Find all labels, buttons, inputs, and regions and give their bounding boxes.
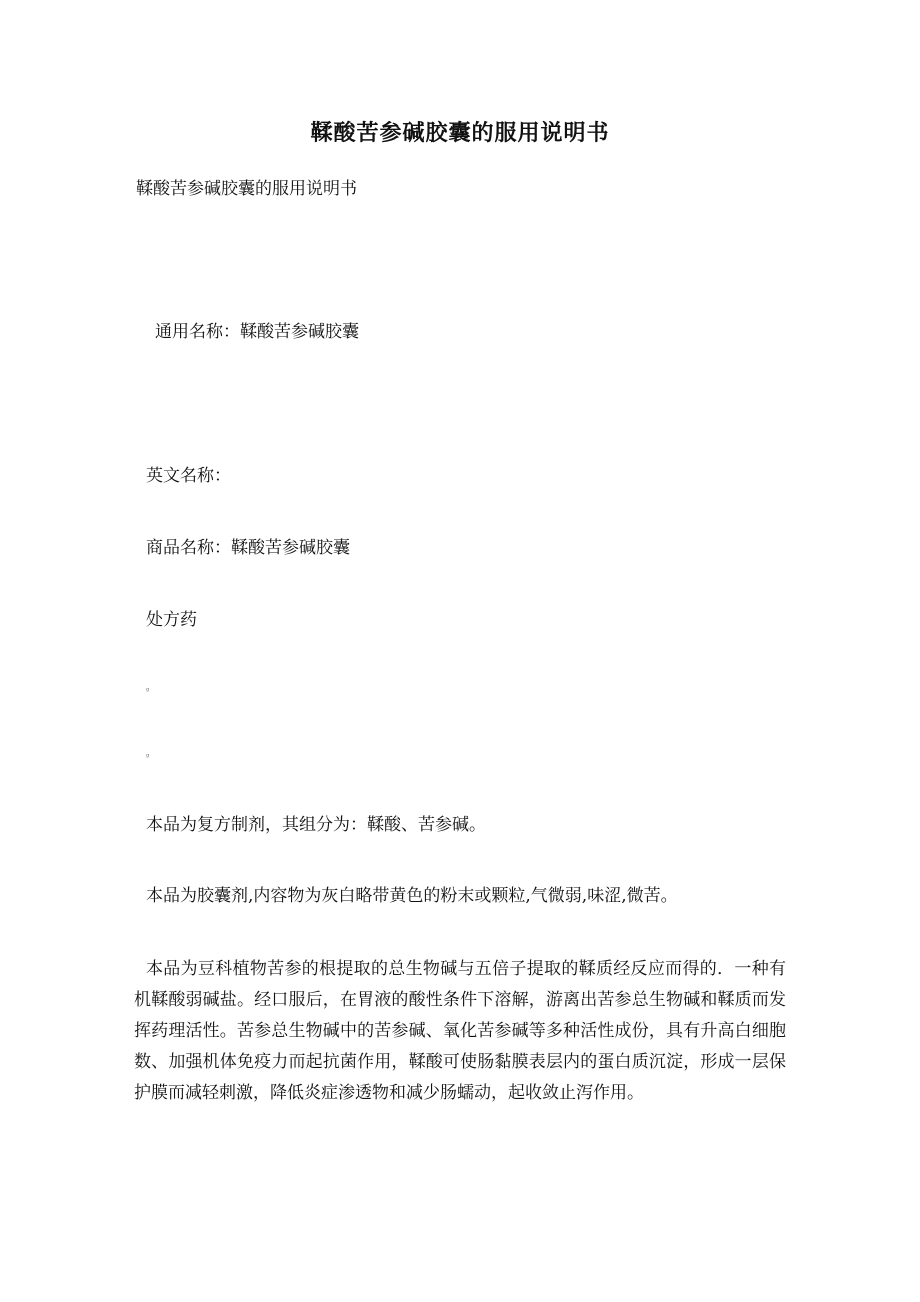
trade-name: 商品名称：鞣酸苦参碱胶囊 [146,538,350,558]
small-mark: ᵍ [146,686,150,695]
english-name: 英文名称： [146,466,231,486]
small-mark: ᵍ [146,752,150,761]
generic-name: 通用名称：鞣酸苦参碱胶囊 [155,322,359,342]
pharmacology-text: 本品为豆科植物苦参的根提取的总生物碱与五倍子提取的鞣质经反应而得的．一种有机鞣酸弱碱盐。经口服后，在胃液的酸性条件下溶解，游离出苦参总生物碱和鞣质而发挥药理活性。苦参总生物碱中的苦参碱、氧化苦参碱等多种活性成份，具有升高白细胞数、加强机体免疫力而起抗菌作用，鞣酸可使肠黏膜表层内的蛋白质沉淀，形成一层保护膜而减轻刺激，降低炎症渗透物和减少肠蠕动，起收敛止泻作用。 [134,959,786,1103]
prescription-label: 处方药 [146,610,197,630]
character-text: 本品为胶囊剂,内容物为灰白略带黄色的粉末或颗粒,气微弱,味涩,微苦。 [146,886,678,906]
composition-text: 本品为复方制剂，其组分为：鞣酸、苦参碱。 [146,815,486,835]
document-title: 鞣酸苦参碱胶囊的服用说明书 [310,120,610,146]
document-subtitle: 鞣酸苦参碱胶囊的服用说明书 [136,179,357,199]
pharmacology-paragraph [134,954,786,1109]
